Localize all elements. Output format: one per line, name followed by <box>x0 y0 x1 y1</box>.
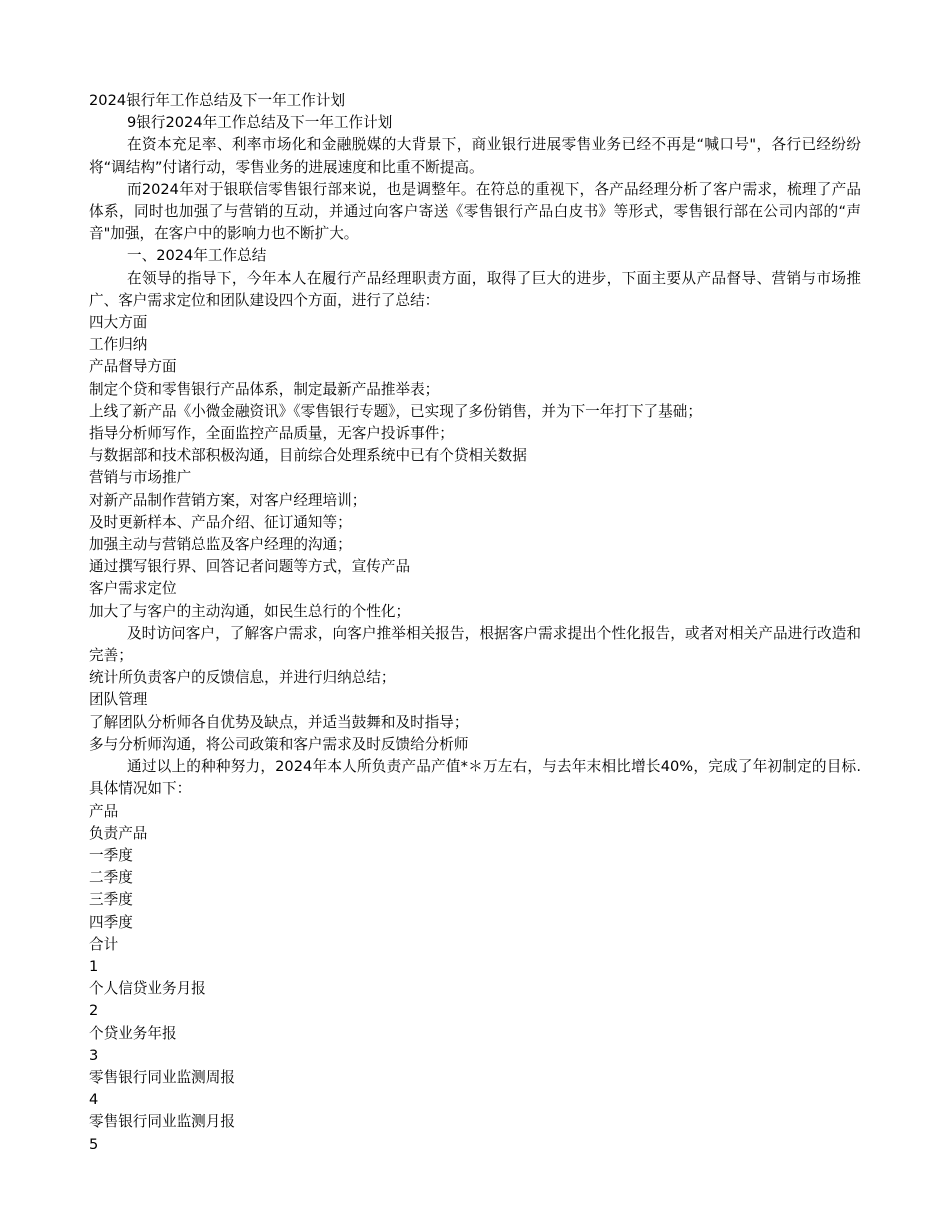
aspect-item: 多与分析师沟通，将公司政策和客户需求及时反馈给分析师 <box>89 735 469 753</box>
aspect-item: 对新产品制作营销方案，对客户经理培训； <box>89 491 367 509</box>
product-row-number: 4 <box>89 1091 99 1109</box>
product-row-number: 2 <box>89 1002 99 1020</box>
aspect-item: 制定个贷和零售银行产品体系，制定最新产品推举表； <box>89 380 440 398</box>
aspect-name: 客户需求定位 <box>89 580 177 598</box>
aspect-item: 及时访问客户，了解客户需求，向客户推举相关报告，根据客户需求提出个性化报告，或者对相关产品进行改造和完善； <box>89 624 861 665</box>
summary-table-header: 四大方面 <box>89 314 148 332</box>
product-table-header: 三季度 <box>89 891 133 909</box>
aspect-item: 指导分析师写作，全面监控产品质量，无客户投诉事件； <box>89 425 454 443</box>
aspect-item: 上线了新产品《小微金融资讯》《零售银行专题》，已实现了多份销售，并为下一年打下了基础； <box>89 402 702 420</box>
aspect-item: 及时更新样本、产品介绍、征订通知等； <box>89 513 352 531</box>
product-row-name: 个人信贷业务月报 <box>89 980 206 998</box>
product-row-name: 零售银行同业监测月报 <box>89 1113 235 1131</box>
aspect-item: 与数据部和技术部积极沟通，目前综合处理系统中已有个贷相关数据 <box>89 447 527 465</box>
document-page <box>89 90 861 1156</box>
aspect-item: 加强主动与营销总监及客户经理的沟通； <box>89 536 352 554</box>
aspect-name: 团队管理 <box>89 691 148 709</box>
intro-paragraph: 而2024年对于银联信零售银行部来说，也是调整年。在符总的重视下，各产品经理分析了客户需求，梳理了产品体系，同时也加强了与营销的互动，并通过向客户寄送《零售银行产品白皮书》等形式，零售银行部在公司内部的“声音"加强，在客户中的影响力也不断扩大。 <box>89 180 861 243</box>
product-row-number: 1 <box>89 957 99 975</box>
product-table-header: 产品 <box>89 802 119 820</box>
aspect-name: 产品督导方面 <box>89 358 177 376</box>
document-title: 2024银行年工作总结及下一年工作计划 <box>89 92 346 109</box>
aspect-name: 营销与市场推广 <box>89 469 192 487</box>
aspect-item: 统计所负责客户的反馈信息，并进行归纳总结； <box>89 669 396 687</box>
section-heading: 一、2024年工作总结 <box>127 247 267 265</box>
section-intro-paragraph: 在领导的指导下，今年本人在履行产品经理职责方面，取得了巨大的进步，下面主要从产品督导、营销与市场推广、客户需求定位和团队建设四个方面，进行了总结： <box>89 269 861 309</box>
product-table-header: 负责产品 <box>89 824 148 842</box>
intro-paragraph: 在资本充足率、利率市场化和金融脱媒的大背景下，商业银行进展零售业务已经不再是“喊口号"，各行已经纷纷将“调结构”付诸行动，零售业务的进展速度和比重不断提高。 <box>89 136 861 176</box>
aspect-item: 加大了与客户的主动沟通，如民生总行的个性化； <box>89 602 411 620</box>
product-table-header: 一季度 <box>89 846 133 864</box>
product-table-header: 四季度 <box>89 913 133 931</box>
product-table-header: 合计 <box>89 935 119 953</box>
results-paragraph: 通过以上的种种努力，2024年本人所负责产品产值*＊万左右，与去年末相比增长40%，完成了年初制定的目标.具体情况如下： <box>89 758 861 798</box>
product-table-header: 二季度 <box>89 869 133 887</box>
product-row-number: 3 <box>89 1046 99 1064</box>
product-row-name: 个贷业务年报 <box>89 1024 177 1042</box>
document-subtitle: 9银行2024年工作总结及下一年工作计划 <box>127 114 393 132</box>
summary-table-header: 工作归纳 <box>89 336 148 354</box>
aspect-item: 了解团队分析师各自优势及缺点，并适当鼓舞和及时指导； <box>89 713 469 731</box>
product-row-number: 5 <box>89 1135 99 1153</box>
aspect-item: 通过撰写银行界、回答记者问题等方式，宣传产品 <box>89 558 411 576</box>
product-row-name: 零售银行同业监测周报 <box>89 1068 235 1086</box>
